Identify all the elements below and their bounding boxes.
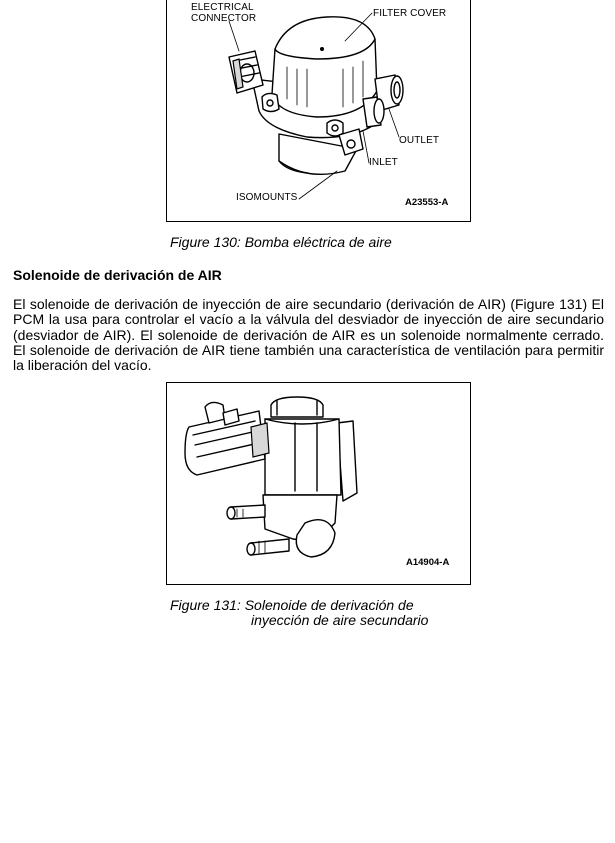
solenoid-body (265, 419, 341, 495)
air-pump-drawing (167, 0, 470, 221)
isomounts-label: ISOMOUNTS (236, 192, 298, 203)
vacuum-port-upper (231, 505, 265, 519)
section-heading: Solenoide de derivación de AIR (13, 267, 222, 283)
figure-id: A23553-A (405, 197, 449, 208)
inlet-label: INLET (369, 157, 398, 168)
figure-caption: Figure 130: Bomba eléctrica de aire (170, 234, 392, 250)
figure-130-air-pump-illustration (166, 0, 471, 222)
solenoid-drawing (167, 383, 470, 584)
solenoid-top-cap (271, 397, 323, 417)
figure-131-solenoid-illustration (166, 382, 471, 585)
vacuum-port-lower (251, 539, 289, 555)
outlet-label: OUTLET (399, 135, 440, 146)
caption-line: Figure 131: Solenoide de derivación de (170, 597, 414, 613)
figure-caption (170, 598, 428, 628)
filter-cover-label: FILTER COVER (373, 8, 447, 19)
electrical-connector-label: ELECTRICAL CONNECTOR (191, 2, 257, 24)
filter-cover-dome (272, 17, 377, 117)
figure-id: A14904-A (406, 557, 450, 568)
body-paragraph: El solenoide de derivación de inyección de aire secundario (derivación de AIR) (Figure 131) El PCM la usa para controlar el vacío a la válvula del desviador de inyección de aire secundario (desviador de AIR). El solenoide de derivación de AIR es un solenoide normalmente cerrado. El solenoide de derivación de AIR tiene también una característica de ventilación para permitir la liberación del vacío. (13, 296, 604, 374)
caption-line: inyección de aire secundario (251, 612, 429, 628)
